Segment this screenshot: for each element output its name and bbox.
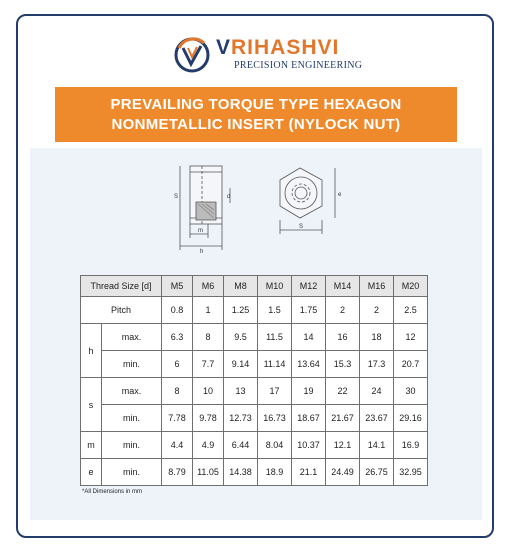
cell: 16.9: [394, 432, 428, 459]
cell: 13.64: [292, 351, 326, 378]
cell: 23.67: [360, 405, 394, 432]
cell: 10.37: [292, 432, 326, 459]
cell: 2.5: [394, 297, 428, 324]
cell: 6.44: [224, 432, 258, 459]
header-m6: M6: [193, 276, 224, 297]
label-s2: S: [299, 224, 304, 230]
header-m8: M8: [224, 276, 258, 297]
cell: 17: [258, 378, 292, 405]
brand-subtitle: PRECISION ENGINEERING: [234, 60, 363, 71]
table-row: [81, 432, 428, 459]
cell: 11.14: [258, 351, 292, 378]
cell: 16.73: [258, 405, 292, 432]
cell: 10: [193, 378, 224, 405]
cell: 21.1: [292, 459, 326, 486]
brand-name: [216, 36, 339, 60]
label-h: h: [200, 249, 204, 255]
cell: 24.49: [326, 459, 360, 486]
label-e: e: [338, 192, 342, 198]
cell: 8: [162, 378, 193, 405]
cell: 4.9: [193, 432, 224, 459]
header-m16: M16: [360, 276, 394, 297]
cell: 12.73: [224, 405, 258, 432]
cell: 9.14: [224, 351, 258, 378]
cell: 2: [326, 297, 360, 324]
row-group: m: [81, 432, 102, 459]
cell: 24: [360, 378, 394, 405]
cell: 11.05: [193, 459, 224, 486]
cell: 12.1: [326, 432, 360, 459]
label-m: m: [198, 228, 203, 234]
title-line-2: NONMETALLIC INSERT (NYLOCK NUT): [111, 115, 401, 133]
table-row: [81, 405, 428, 432]
cell: 29.16: [394, 405, 428, 432]
row-label: Pitch: [81, 297, 162, 324]
row-label: max.: [102, 378, 162, 405]
cell: 14.38: [224, 459, 258, 486]
row-label: max.: [102, 324, 162, 351]
cell: 8: [193, 324, 224, 351]
cell: 4.4: [162, 432, 193, 459]
cell: 1.25: [224, 297, 258, 324]
table-row: [81, 324, 428, 351]
cell: 13: [224, 378, 258, 405]
row-group: s: [81, 378, 102, 432]
label-d: d: [227, 194, 231, 200]
header-m5: M5: [162, 276, 193, 297]
cell: 0.8: [162, 297, 193, 324]
cell: 19: [292, 378, 326, 405]
table-row: [81, 459, 428, 486]
top-view: [280, 168, 335, 234]
cell: 6.3: [162, 324, 193, 351]
row-label: min.: [102, 432, 162, 459]
cell: 1: [193, 297, 224, 324]
cell: 14.1: [360, 432, 394, 459]
cell: 1.75: [292, 297, 326, 324]
brand-prefix: V: [216, 36, 232, 59]
cell: 26.75: [360, 459, 394, 486]
cell: 16: [326, 324, 360, 351]
header-m14: M14: [326, 276, 360, 297]
nut-technical-drawing: [150, 158, 365, 258]
header-m12: M12: [292, 276, 326, 297]
row-label: min.: [102, 459, 162, 486]
cell: 1.5: [258, 297, 292, 324]
footnote: *All Dimensions in mm: [82, 489, 143, 495]
title-banner: [55, 87, 457, 142]
cell: 6: [162, 351, 193, 378]
cell: 2: [360, 297, 394, 324]
row-group: h: [81, 324, 102, 378]
cell: 20.7: [394, 351, 428, 378]
brand-rest: RIHASHVI: [231, 36, 340, 59]
label-s: S: [174, 194, 179, 200]
row-group: e: [81, 459, 102, 486]
cell: 12: [394, 324, 428, 351]
row-label: min.: [102, 351, 162, 378]
table-row: [81, 297, 428, 324]
cell: 8.04: [258, 432, 292, 459]
cell: 30: [394, 378, 428, 405]
title-line-1: PREVAILING TORQUE TYPE HEXAGON: [110, 95, 402, 113]
cell: 18.9: [258, 459, 292, 486]
cell: 7.78: [162, 405, 193, 432]
cell: 18: [360, 324, 394, 351]
cell: 22: [326, 378, 360, 405]
cell: 11.5: [258, 324, 292, 351]
cell: 14: [292, 324, 326, 351]
table-row: [81, 351, 428, 378]
cell: 8.79: [162, 459, 193, 486]
header-m20: M20: [394, 276, 428, 297]
cell: 15.3: [326, 351, 360, 378]
cell: 21.67: [326, 405, 360, 432]
cell: 18.67: [292, 405, 326, 432]
cell: 17.3: [360, 351, 394, 378]
dimensions-table: [80, 275, 428, 486]
header-m10: M10: [258, 276, 292, 297]
cell: 9.78: [193, 405, 224, 432]
header-thread-size: Thread Size [d]: [81, 276, 162, 297]
cell: 32.95: [394, 459, 428, 486]
side-view: [180, 166, 230, 250]
row-label: min.: [102, 405, 162, 432]
table-row: [81, 378, 428, 405]
cell: 9.5: [224, 324, 258, 351]
table-header-row: [81, 276, 428, 297]
cell: 7.7: [193, 351, 224, 378]
